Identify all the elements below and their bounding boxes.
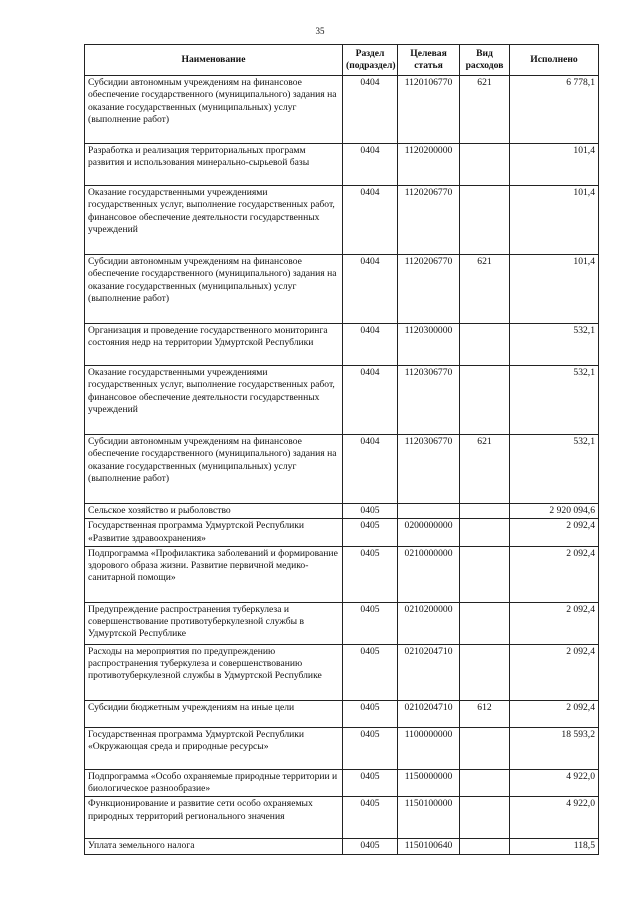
- table-row: [85, 546, 599, 602]
- row-value-cell: 532,1: [510, 366, 599, 435]
- row-section-cell: 0405: [343, 602, 398, 644]
- row-article-cell: 1150100640: [398, 839, 460, 854]
- row-section-cell: 0405: [343, 727, 398, 769]
- row-kind-cell: [460, 324, 510, 366]
- row-value-cell: 101,4: [510, 144, 599, 186]
- row-article-cell: 1120306770: [398, 366, 460, 435]
- row-kind-cell: [460, 366, 510, 435]
- table-body: [85, 76, 599, 855]
- row-section-cell: 0404: [343, 186, 398, 255]
- table-row: [85, 76, 599, 144]
- row-value-cell: 101,4: [510, 186, 599, 255]
- row-kind-cell: 612: [460, 700, 510, 727]
- row-article-cell: 0200000000: [398, 519, 460, 547]
- row-value-cell: 118,5: [510, 839, 599, 854]
- table-row: [85, 144, 599, 186]
- row-kind-cell: [460, 797, 510, 839]
- row-name-cell: Субсидии бюджетным учреждениям на иные цели: [85, 700, 343, 727]
- row-value-cell: 6 778,1: [510, 76, 599, 144]
- row-name-cell: Разработка и реализация территориальных программ развития и использования минерально-сырьевой базы: [85, 144, 343, 186]
- row-name-cell: Функционирование и развитие сети особо охраняемых природных территорий регионального значения: [85, 797, 343, 839]
- row-article-cell: 1120106770: [398, 76, 460, 144]
- table-row: [85, 769, 599, 797]
- row-kind-cell: [460, 839, 510, 854]
- row-kind-cell: 621: [460, 255, 510, 324]
- table-row: [85, 324, 599, 366]
- row-name-cell: Оказание государственными учреждениями государственных услуг, выполнение государственных работ, финансовое обеспечение деятельности государственных учреждений: [85, 366, 343, 435]
- header-value: Исполнено: [510, 45, 599, 76]
- row-kind-cell: 621: [460, 435, 510, 504]
- row-section-cell: 0405: [343, 644, 398, 700]
- row-kind-cell: 621: [460, 76, 510, 144]
- row-kind-cell: [460, 144, 510, 186]
- row-article-cell: [398, 504, 460, 519]
- row-name-cell: Подпрограмма «Профилактика заболеваний и формирование здорового образа жизни. Развитие первичной медико-санитарной помощи»: [85, 546, 343, 602]
- table-row: [85, 186, 599, 255]
- row-value-cell: 2 092,4: [510, 519, 599, 547]
- table-row: [85, 504, 599, 519]
- table-row: [85, 255, 599, 324]
- row-kind-cell: [460, 644, 510, 700]
- row-article-cell: 0210000000: [398, 546, 460, 602]
- table-header-row: [85, 45, 599, 76]
- row-article-cell: 0210204710: [398, 644, 460, 700]
- row-section-cell: 0404: [343, 144, 398, 186]
- row-article-cell: 1120206770: [398, 186, 460, 255]
- header-name: Наименование: [85, 45, 343, 76]
- header-kind: Вид расходов: [460, 45, 510, 76]
- row-section-cell: 0405: [343, 546, 398, 602]
- table-row: [85, 366, 599, 435]
- header-article: Целевая статья: [398, 45, 460, 76]
- table-row: [85, 727, 599, 769]
- row-article-cell: 1100000000: [398, 727, 460, 769]
- row-section-cell: 0404: [343, 76, 398, 144]
- row-name-cell: Государственная программа Удмуртской Республики «Развитие здравоохранения»: [85, 519, 343, 547]
- table-row: [85, 435, 599, 504]
- row-kind-cell: [460, 519, 510, 547]
- row-name-cell: Субсидии автономным учреждениям на финансовое обеспечение государственного (муниципального) задания на оказание государственных (муниципальных) услуг (выполнение работ): [85, 435, 343, 504]
- table-row: [85, 839, 599, 854]
- row-article-cell: 1150000000: [398, 769, 460, 797]
- row-article-cell: 0210204710: [398, 700, 460, 727]
- page-number: 35: [315, 26, 325, 36]
- table-row: [85, 602, 599, 644]
- row-name-cell: Уплата земельного налога: [85, 839, 343, 854]
- row-name-cell: Государственная программа Удмуртской Республики «Окружающая среда и природные ресурсы»: [85, 727, 343, 769]
- row-section-cell: 0405: [343, 797, 398, 839]
- row-value-cell: 2 092,4: [510, 644, 599, 700]
- row-section-cell: 0405: [343, 839, 398, 854]
- row-name-cell: Субсидии автономным учреждениям на финансовое обеспечение государственного (муниципального) задания на оказание государственных (муниципальных) услуг (выполнение работ): [85, 255, 343, 324]
- header-section: Раздел (подраздел): [343, 45, 398, 76]
- row-value-cell: 101,4: [510, 255, 599, 324]
- row-section-cell: 0404: [343, 366, 398, 435]
- budget-table: [84, 44, 599, 855]
- row-kind-cell: [460, 504, 510, 519]
- row-section-cell: 0404: [343, 324, 398, 366]
- row-article-cell: 1120300000: [398, 324, 460, 366]
- row-name-cell: Сельское хозяйство и рыболовство: [85, 504, 343, 519]
- row-section-cell: 0404: [343, 435, 398, 504]
- row-value-cell: 18 593,2: [510, 727, 599, 769]
- table-row: [85, 519, 599, 547]
- row-section-cell: 0404: [343, 255, 398, 324]
- row-article-cell: 1120206770: [398, 255, 460, 324]
- row-value-cell: 532,1: [510, 435, 599, 504]
- row-value-cell: 2 092,4: [510, 546, 599, 602]
- row-kind-cell: [460, 727, 510, 769]
- row-section-cell: 0405: [343, 504, 398, 519]
- row-name-cell: Подпрограмма «Особо охраняемые природные территории и биологическое разнообразие»: [85, 769, 343, 797]
- row-section-cell: 0405: [343, 769, 398, 797]
- row-value-cell: 2 920 094,6: [510, 504, 599, 519]
- row-name-cell: Предупреждение распространения туберкулеза и совершенствование противотуберкулезной службы в Удмуртской Республике: [85, 602, 343, 644]
- row-kind-cell: [460, 546, 510, 602]
- row-name-cell: Организация и проведение государственного мониторинга состояния недр на территории Удмуртской Республики: [85, 324, 343, 366]
- table-row: [85, 797, 599, 839]
- row-value-cell: 4 922,0: [510, 797, 599, 839]
- row-article-cell: 1120306770: [398, 435, 460, 504]
- row-kind-cell: [460, 186, 510, 255]
- row-article-cell: 0210200000: [398, 602, 460, 644]
- row-value-cell: 532,1: [510, 324, 599, 366]
- table-row: [85, 644, 599, 700]
- row-name-cell: Оказание государственными учреждениями государственных услуг, выполнение государственных работ, финансовое обеспечение деятельности государственных учреждений: [85, 186, 343, 255]
- row-article-cell: 1150100000: [398, 797, 460, 839]
- row-value-cell: 2 092,4: [510, 700, 599, 727]
- row-name-cell: Субсидии автономным учреждениям на финансовое обеспечение государственного (муниципального) задания на оказание государственных (муниципальных) услуг (выполнение работ): [85, 76, 343, 144]
- table-row: [85, 700, 599, 727]
- row-kind-cell: [460, 769, 510, 797]
- row-section-cell: 0405: [343, 519, 398, 547]
- row-value-cell: 2 092,4: [510, 602, 599, 644]
- row-value-cell: 4 922,0: [510, 769, 599, 797]
- row-section-cell: 0405: [343, 700, 398, 727]
- row-name-cell: Расходы на мероприятия по предупреждению распространения туберкулеза и совершенствованию противотуберкулезной службы в Удмуртской Республике: [85, 644, 343, 700]
- row-article-cell: 1120200000: [398, 144, 460, 186]
- row-kind-cell: [460, 602, 510, 644]
